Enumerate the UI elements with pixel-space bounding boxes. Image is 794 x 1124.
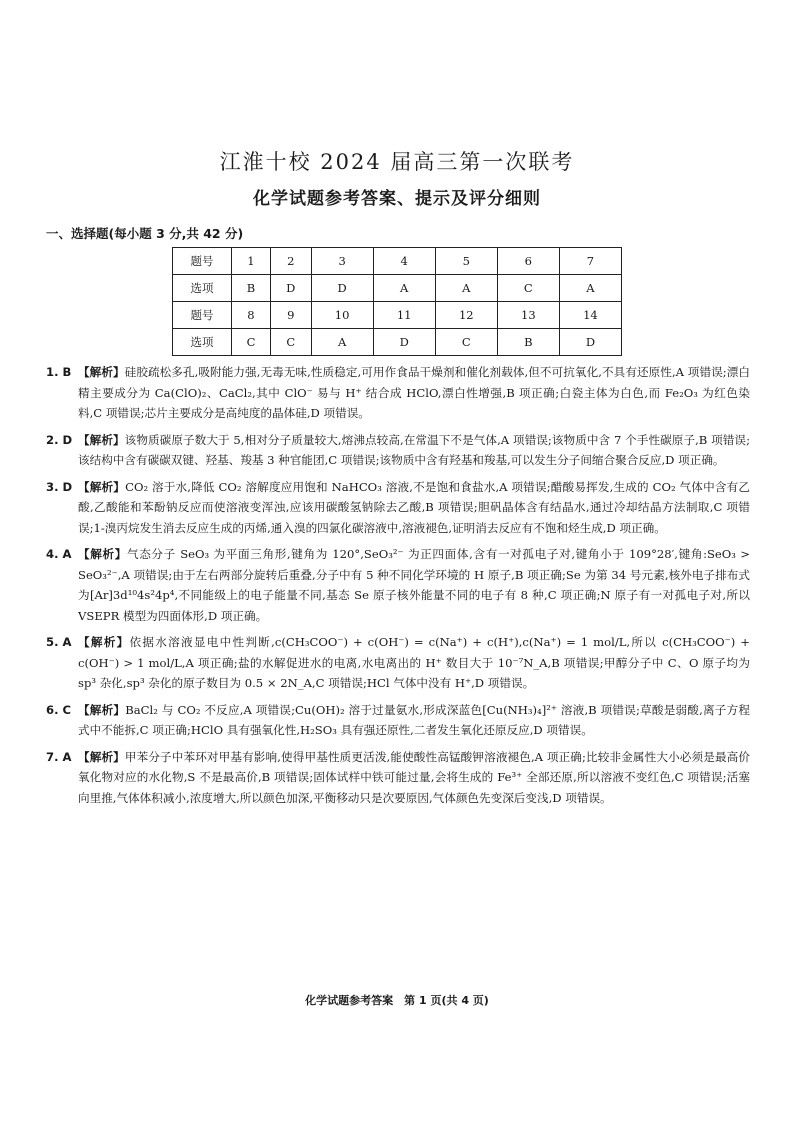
section-heading: 一、选择题(每小题 3 分,共 42 分) — [46, 226, 244, 241]
question-number-cell: 9 — [270, 302, 311, 329]
explanation-number: 1. B — [46, 365, 72, 379]
explanation-tag: 【解析】 — [78, 635, 130, 649]
answer-cell: D — [559, 329, 621, 356]
explanation-number: 7. A — [46, 749, 72, 764]
answer-cell: C — [435, 329, 497, 356]
row-label-question: 题号 — [173, 302, 232, 329]
question-number-cell: 4 — [373, 248, 435, 275]
page-footer: 化学试题参考答案 第 1 页(共 4 页) — [305, 994, 489, 1007]
explanation-number: 4. A — [46, 547, 72, 561]
explanation-text: 该物质碳原子数大于 5,相对分子质量较大,熔沸点较高,在常温下不是气体,A 项错误;该物质中含 7 个手性碳原子,B 项错误;该结构中含有碳碳双键、羟基、羧基 3 种官能团,C 项错误;该物质中含有羟基和羧基,可以发生分子间缩合聚合反应,D 项正确。 — [78, 432, 750, 467]
answer-cell: B — [232, 275, 271, 302]
explanation-text: 甲苯分子中苯环对甲基有影响,使得甲基性质更活泼,能使酸性高锰酸钾溶液褪色,A 项正确;比较非金属性大小必须是最高价氧化物对应的水化物,S 不是最高价,B 项错误;固体试样中铁可能过量,会将生成的 Fe³⁺ 全部还原,所以溶液不变红色,C 项错误;活塞向里推,气体体积减小,浓度增大,所以颜色加深,平衡移动只是次要原因,气体颜色先变深后变浅,D 项错误。 — [78, 749, 750, 805]
explanation-item — [46, 362, 750, 424]
question-number-cell: 7 — [559, 248, 621, 275]
question-number-cell: 13 — [497, 302, 559, 329]
explanation-number: 2. D — [46, 432, 73, 447]
answer-cell: C — [232, 329, 271, 356]
explanation-tag: 【解析】 — [78, 479, 126, 494]
question-number-cell: 10 — [311, 302, 373, 329]
explanation-item — [46, 544, 750, 626]
question-number-cell: 12 — [435, 302, 497, 329]
explanation-item — [46, 747, 750, 809]
answer-table — [172, 247, 622, 356]
answer-cell: B — [497, 329, 559, 356]
explanation-tag: 【解析】 — [78, 432, 125, 447]
question-number-cell: 1 — [232, 248, 271, 275]
explanation-list — [46, 362, 750, 814]
question-number-cell: 2 — [270, 248, 311, 275]
explanation-number: 6. C — [46, 702, 72, 717]
explanation-item — [46, 700, 750, 741]
answer-cell: D — [311, 275, 373, 302]
explanation-item — [46, 430, 750, 471]
explanation-tag: 【解析】 — [78, 365, 125, 379]
answer-table-answer-row — [173, 329, 622, 356]
answer-table-answer-row — [173, 275, 622, 302]
answer-cell: A — [559, 275, 621, 302]
explanation-text: 气态分子 SeO₃ 为平面三角形,键角为 120°,SeO₃²⁻ 为正四面体,含有一对孤电子对,键角小于 109°28′,键角:SeO₃ > SeO₃²⁻,A 项错误;由于左右两部分旋转后重叠,分子中有 5 种不同化学环境的 H 原子,B 项正确;Se 为第 34 号元素,核外电子排布式为[Ar]3d¹⁰4s²4p⁴,不同能级上的电子能量不同,基态 Se 原子核外能量不同的电子有 8 种,C 项正确;N 原子有一对孤电子对,所以 VSEPR 模型为四面体形,D 项正确。 — [78, 547, 750, 623]
answer-table-question-row — [173, 302, 622, 329]
explanation-text: 依据水溶液显电中性判断,c(CH₃COO⁻) + c(OH⁻) = c(Na⁺) + c(H⁺),c(Na⁺) = 1 mol/L,所以 c(CH₃COO⁻) + c(OH⁻) > 1 mol/L,A 项正确;盐的水解促进水的电离,水电离出的 H⁺ 数目大于 10⁻⁷N_A,B 项错误;甲醇分子中 C、O 原子均为 sp³ 杂化,sp³ 杂化的原子数目为 0.5 × 2N_A,C 项错误;HCl 气体中没有 H⁺,D 项错误。 — [78, 635, 750, 690]
answer-cell: D — [270, 275, 311, 302]
explanation-tag: 【解析】 — [78, 702, 126, 717]
explanation-text: 硅胶疏松多孔,吸附能力强,无毒无味,性质稳定,可用作食品干燥剂和催化剂载体,但不可抗氧化,不具有还原性,A 项错误;漂白精主要成分为 Ca(ClO)₂、CaCl₂,其中 ClO⁻ 易与 H⁺ 结合成 HClO,漂白性增强,B 项正确;白瓷主体为白色,而 Fe₂O₃ 为红色染料,C 项错误;芯片主要成分是高纯度的晶体硅,D 项错误。 — [78, 365, 750, 420]
answer-cell: C — [270, 329, 311, 356]
explanation-tag: 【解析】 — [78, 547, 127, 561]
explanation-item — [46, 632, 750, 694]
explanation-number: 3. D — [46, 479, 73, 494]
question-number-cell: 3 — [311, 248, 373, 275]
explanation-text: BaCl₂ 与 CO₂ 不反应,A 项错误;Cu(OH)₂ 溶于过量氨水,形成深蓝色[Cu(NH₃)₄]²⁺ 溶液,B 项错误;草酸是弱酸,离子方程式中不能拆,C 项正确;HClO 具有强氧化性,H₂SO₃ 具有强还原性,二者发生氧化还原反应,D 项错误。 — [78, 702, 750, 737]
question-number-cell: 11 — [373, 302, 435, 329]
explanation-text: CO₂ 溶于水,降低 CO₂ 溶解度应用饱和 NaHCO₃ 溶液,不是饱和食盐水,A 项错误;醋酸易挥发,生成的 CO₂ 气体中含有乙酸,乙酸能和苯酚钠反应而使溶液变浑浊,应该用碳酸氢钠除去乙酸,B 项错误;胆矾晶体含有结晶水,通过冷却结晶方法制取,C 项错误;1-溴丙烷发生消去反应生成的丙烯,通入溴的四氯化碳溶液中,溶液褪色,证明消去反应有不饱和烃生成,D 项正确。 — [78, 479, 750, 535]
row-label-answer: 选项 — [173, 275, 232, 302]
document-subtitle: 化学试题参考答案、提示及评分细则 — [253, 189, 541, 209]
answer-cell: A — [435, 275, 497, 302]
answer-table-question-row — [173, 248, 622, 275]
explanation-item — [46, 477, 750, 539]
question-number-cell: 5 — [435, 248, 497, 275]
explanation-number: 5. A — [46, 635, 72, 649]
question-number-cell: 6 — [497, 248, 559, 275]
row-label-answer: 选项 — [173, 329, 232, 356]
answer-cell: D — [373, 329, 435, 356]
answer-cell: A — [373, 275, 435, 302]
question-number-cell: 8 — [232, 302, 271, 329]
explanation-tag: 【解析】 — [78, 749, 125, 764]
answer-cell: A — [311, 329, 373, 356]
exam-title: 江淮十校 2024 届高三第一次联考 — [219, 150, 575, 174]
question-number-cell: 14 — [559, 302, 621, 329]
row-label-question: 题号 — [173, 248, 232, 275]
answer-cell: C — [497, 275, 559, 302]
